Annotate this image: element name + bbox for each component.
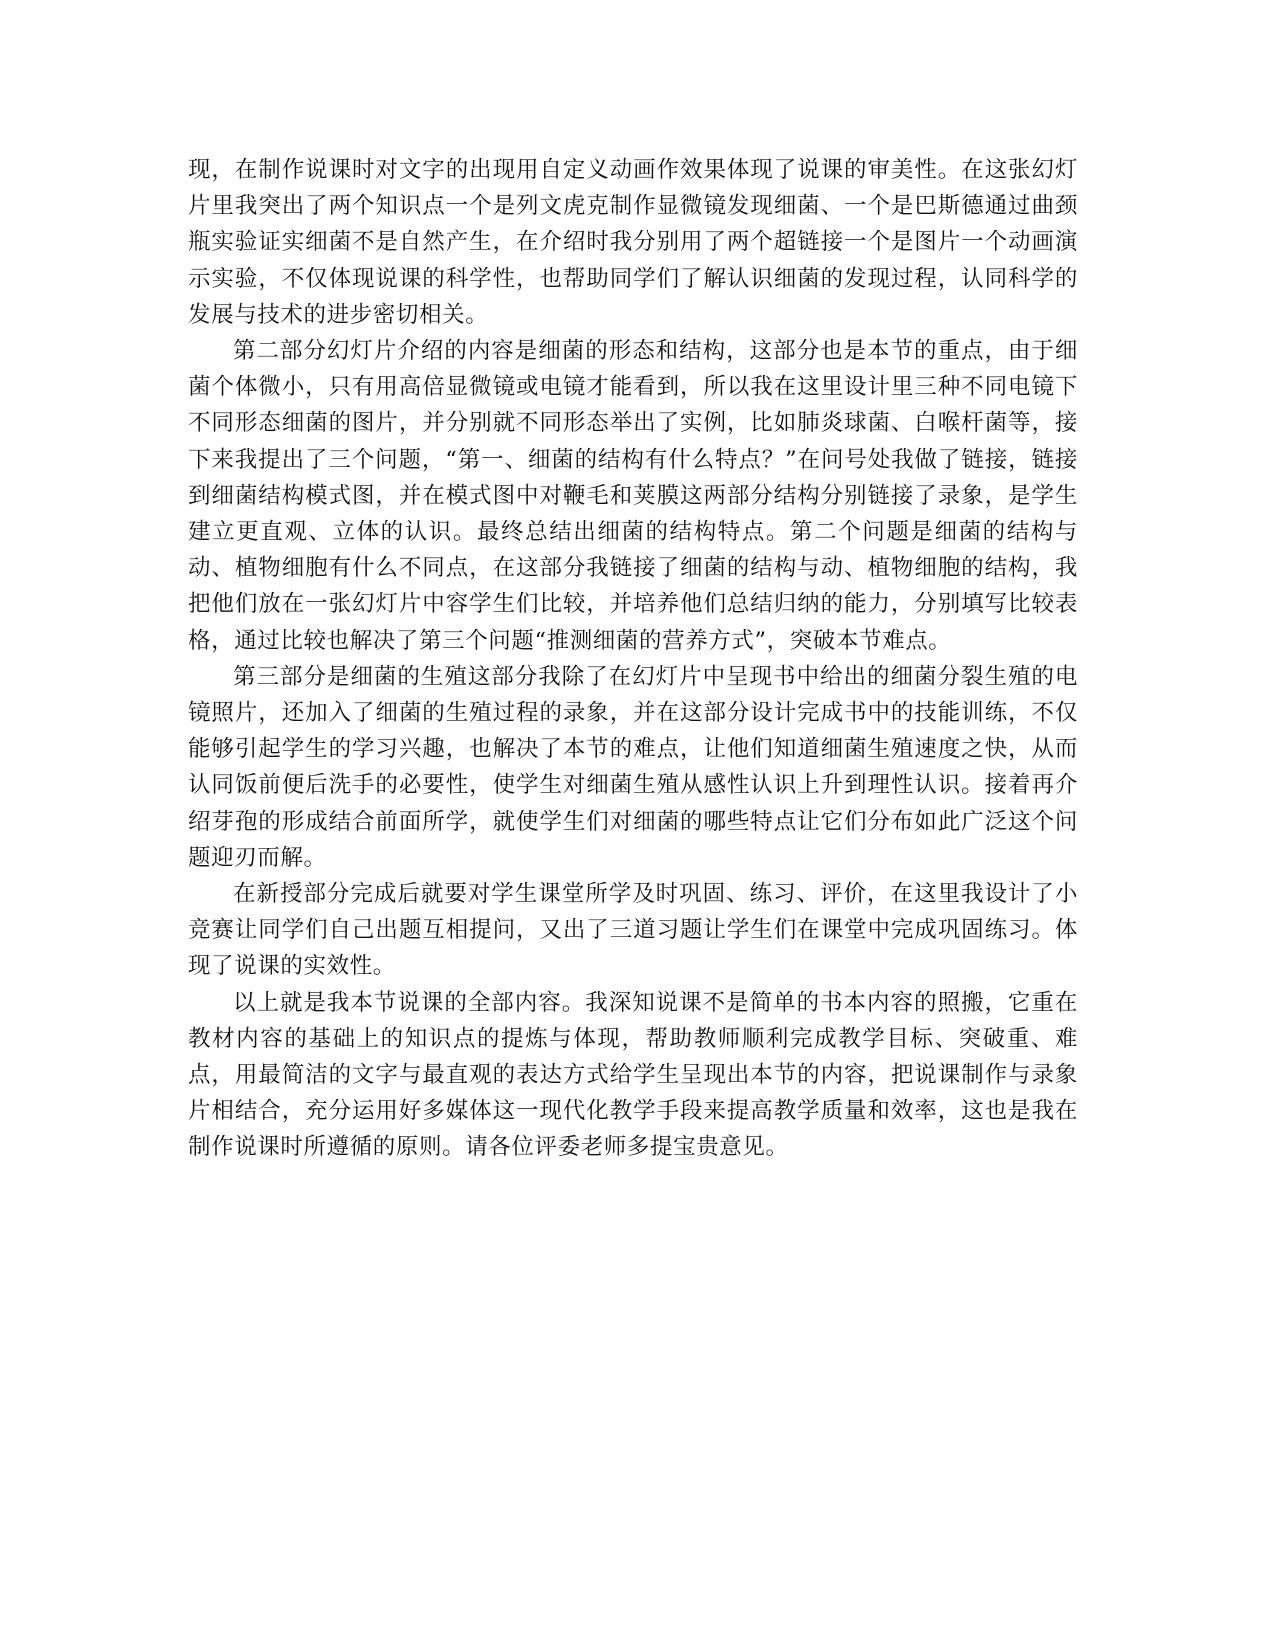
paragraph-part-two: 第二部分幻灯片介绍的内容是细菌的形态和结构，这部分也是本节的重点，由于细菌个体微小，只有用高倍显微镜或电镜才能看到，所以我在这里设计里三种不同电镜下不同形态细菌的图片，并分别就不同形态举出了实例，比如肺炎球菌、白喉杆菌等，接下来我提出了三个问题，“第一、细菌的结构有什么特点？”在问号处我做了链接，链接到细菌结构模式图，并在模式图中对鞭毛和荚膜这两部分结构分别链接了录象，是学生建立更直观、立体的认识。最终总结出细菌的结构特点。第二个问题是细菌的结构与动、植物细胞有什么不同点，在这部分我链接了细菌的结构与动、植物细胞的结构，我把他们放在一张幻灯片中容学生们比较，并培养他们总结归纳的能力，分别填写比较表格，通过比较也解决了第三个问题“推测细菌的营养方式”，突破本节难点。 <box>188 338 1078 654</box>
paragraph-conclusion: 以上就是我本节说课的全部内容。我深知说课不是简单的书本内容的照搬，它重在教材内容的基础上的知识点的提炼与体现，帮助教师顺利完成教学目标、突破重、难点，用最简洁的文字与最直观的表达方式给学生呈现出本节的内容，把说课制作与录象片相结合，充分运用好多媒体这一现代化教学手段来提高教学质量和效率，这也是我在制作说课时所遵循的原则。请各位评委老师多提宝贵意见。 <box>188 989 1078 1161</box>
document-page <box>188 152 1078 1166</box>
paragraph-continuation: 现，在制作说课时对文字的出现用自定义动画作效果体现了说课的审美性。在这张幻灯片里我突出了两个知识点一个是列文虎克制作显微镜发现细菌、一个是巴斯德通过曲颈瓶实验证实细菌不是自然产生，在介绍时我分别用了两个超链接一个是图片一个动画演示实验，不仅体现说课的科学性，也帮助同学们了解认识细菌的发现过程，认同科学的发展与技术的进步密切相关。 <box>188 157 1078 328</box>
paragraph-consolidation: 在新授部分完成后就要对学生课堂所学及时巩固、练习、评价，在这里我设计了小竞赛让同学们自己出题互相提问，又出了三道习题让学生们在课堂中完成巩固练习。体现了说课的实效性。 <box>188 881 1078 980</box>
paragraph-part-three: 第三部分是细菌的生殖这部分我除了在幻灯片中呈现书中给出的细菌分裂生殖的电镜照片，还加入了细菌的生殖过程的录象，并在这部分设计完成书中的技能训练，不仅能够引起学生的学习兴趣，也解决了本节的难点，让他们知道细菌生殖速度之快，从而认同饭前便后洗手的必要性，使学生对细菌生殖从感性认识上升到理性认识。接着再介绍芽孢的形成结合前面所学，就使学生们对细菌的哪些特点让它们分布如此广泛这个问题迎刃而解。 <box>188 663 1078 871</box>
